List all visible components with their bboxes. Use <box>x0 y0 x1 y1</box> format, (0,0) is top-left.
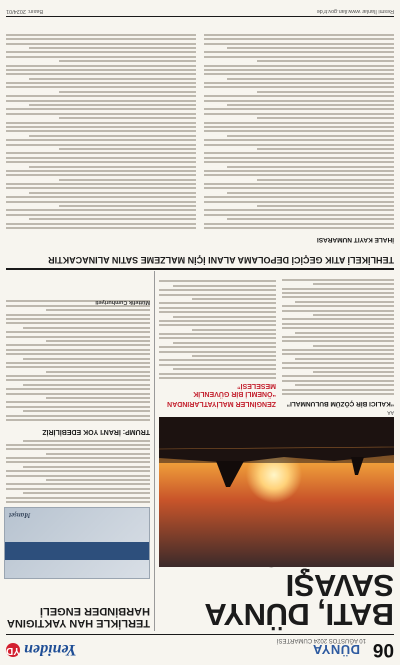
lead-photo-image <box>159 417 394 567</box>
column-divider <box>154 271 155 631</box>
subhead-kicker: “KALICI BİR ÇÖZÜM BULUNMALI” <box>286 400 394 407</box>
section-label: DÜNYA <box>312 642 360 657</box>
notice-subhead: İHALE KAYIT NUMARASI <box>316 236 394 243</box>
main-headline-line-1: BATI, DÜNYA <box>204 597 394 632</box>
issue-date: 10 AĞUSTOS 2024 CUMARTESİ <box>276 637 366 643</box>
lead-photo <box>159 417 394 567</box>
main-headline-line-2: SAVAŞI <box>286 568 394 603</box>
notice-column-1 <box>204 31 394 229</box>
right-column-title: TERLİKLE HAN YAKTIGINA HARBİNDER ENGELİ <box>7 605 150 629</box>
page-number: 06 <box>372 639 394 660</box>
brand-logo: Yeniden <box>24 641 77 658</box>
right-column-photo <box>4 507 150 579</box>
notice-headline: TEHLİKELİ ATIK GEÇİCİ DEPOLAMA ALANI İÇİN MALZEME SATIN ALINACAKTIR <box>48 255 394 265</box>
red-subhead-2: “ÖNEMLİ BİR GÜVENLİK MESELESİ” <box>193 382 276 397</box>
body-column-2 <box>159 278 276 379</box>
bottom-section-rule <box>6 268 394 270</box>
notice-column-2 <box>6 31 196 229</box>
footer <box>6 4 394 14</box>
right-photo-caption: Manşet <box>9 511 31 519</box>
red-subhead: ZENGİNLER MALİYATLARINDAN <box>167 400 276 407</box>
body-column-4 <box>6 298 150 421</box>
photo-banner <box>5 542 149 560</box>
footer-right: Basın: 2024/01 <box>6 8 44 14</box>
masthead-rule <box>6 634 394 635</box>
byline: Müttefik Cumhuriyeti <box>95 299 150 305</box>
side-subhead: TRUMP: İRAN'I YOK EDEBİLİRİZ <box>42 428 150 435</box>
footer-left: Resmi İlanlar www.ilan.gov.tr'de <box>316 8 394 14</box>
body-column-3 <box>6 437 150 503</box>
photo-credit: AA <box>387 409 394 415</box>
brand-logo-mark: YD <box>6 645 20 656</box>
body-column-1 <box>282 276 394 395</box>
footer-rule <box>6 16 394 17</box>
